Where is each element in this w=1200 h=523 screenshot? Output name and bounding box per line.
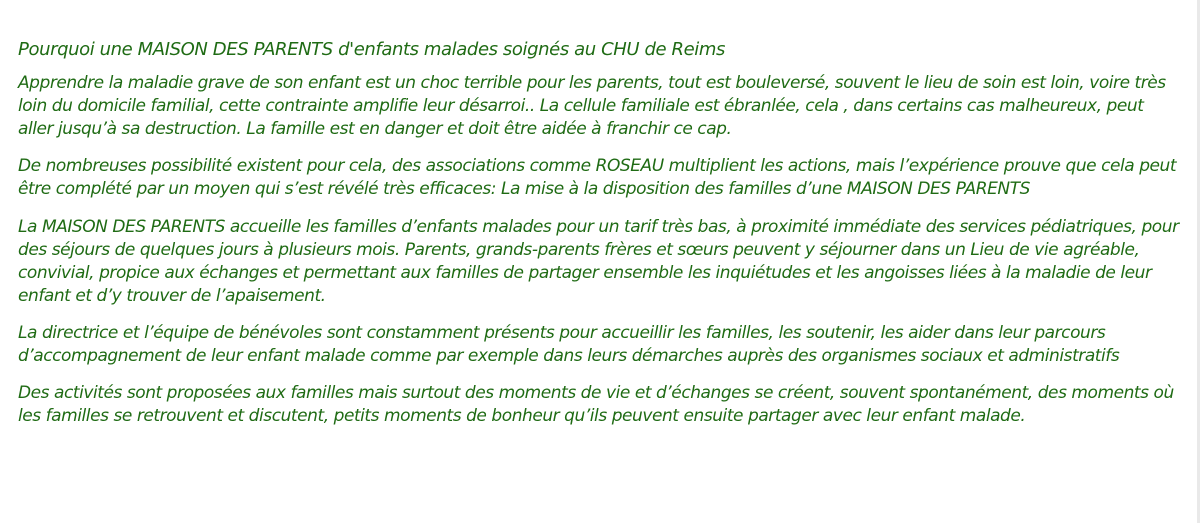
paragraph-1: Apprendre la maladie grave de son enfant est un choc terrible pour les parents, tout est bouleversé, souvent le lieu de soin est loin, voire très loin du domicile familial, cette contrainte amplifie leur désarroi.. La cellule familiale est ébranlée, cela , dans certains cas malheureux, peut aller jusqu’à sa destruction. La famille est en danger et doit être aidée à franchir ce cap. xyxy=(18,73,1166,139)
article-content xyxy=(18,38,1183,442)
paragraph-4: La directrice et l’équipe de bénévoles sont constamment présents pour accueillir les familles, les soutenir, les aider dans leur parcours d’accompagnement de leur enfant malade comme par exemple dans leurs démarches auprès des organismes sociaux et administratifs xyxy=(18,323,1120,366)
paragraph-3: La MAISON DES PARENTS accueille les familles d’enfants malades pour un tarif très bas, à proximité immédiate des services pédiatriques, pour des séjours de quelques jours à plusieurs mois. Parents, grands-parents frères et sœurs peuvent y séjourner dans un Lieu de vie agréable, convivial, propice aux échanges et permettant aux familles de partager ensemble les inquiétudes et les angoisses liées à la maladie de leur enfant et d’y trouver de l’apaisement. xyxy=(18,217,1179,306)
paragraph-2: De nombreuses possibilité existent pour cela, des associations comme ROSEAU multiplient les actions, mais l’expérience prouve que cela peut être complété par un moyen qui s’est révélé très efficaces: La mise à la disposition des familles d’une MAISON DES PARENTS xyxy=(18,156,1177,199)
paragraph-5: Des activités sont proposées aux familles mais surtout des moments de vie et d’échanges se créent, souvent spontanément, des moments où les familles se retrouvent et discutent, petits moments de bonheur qu’ils peuvent ensuite partager avec leur enfant malade. xyxy=(18,383,1174,426)
page-title: Pourquoi une MAISON DES PARENTS d'enfants malades soignés au CHU de Reims xyxy=(18,39,725,60)
